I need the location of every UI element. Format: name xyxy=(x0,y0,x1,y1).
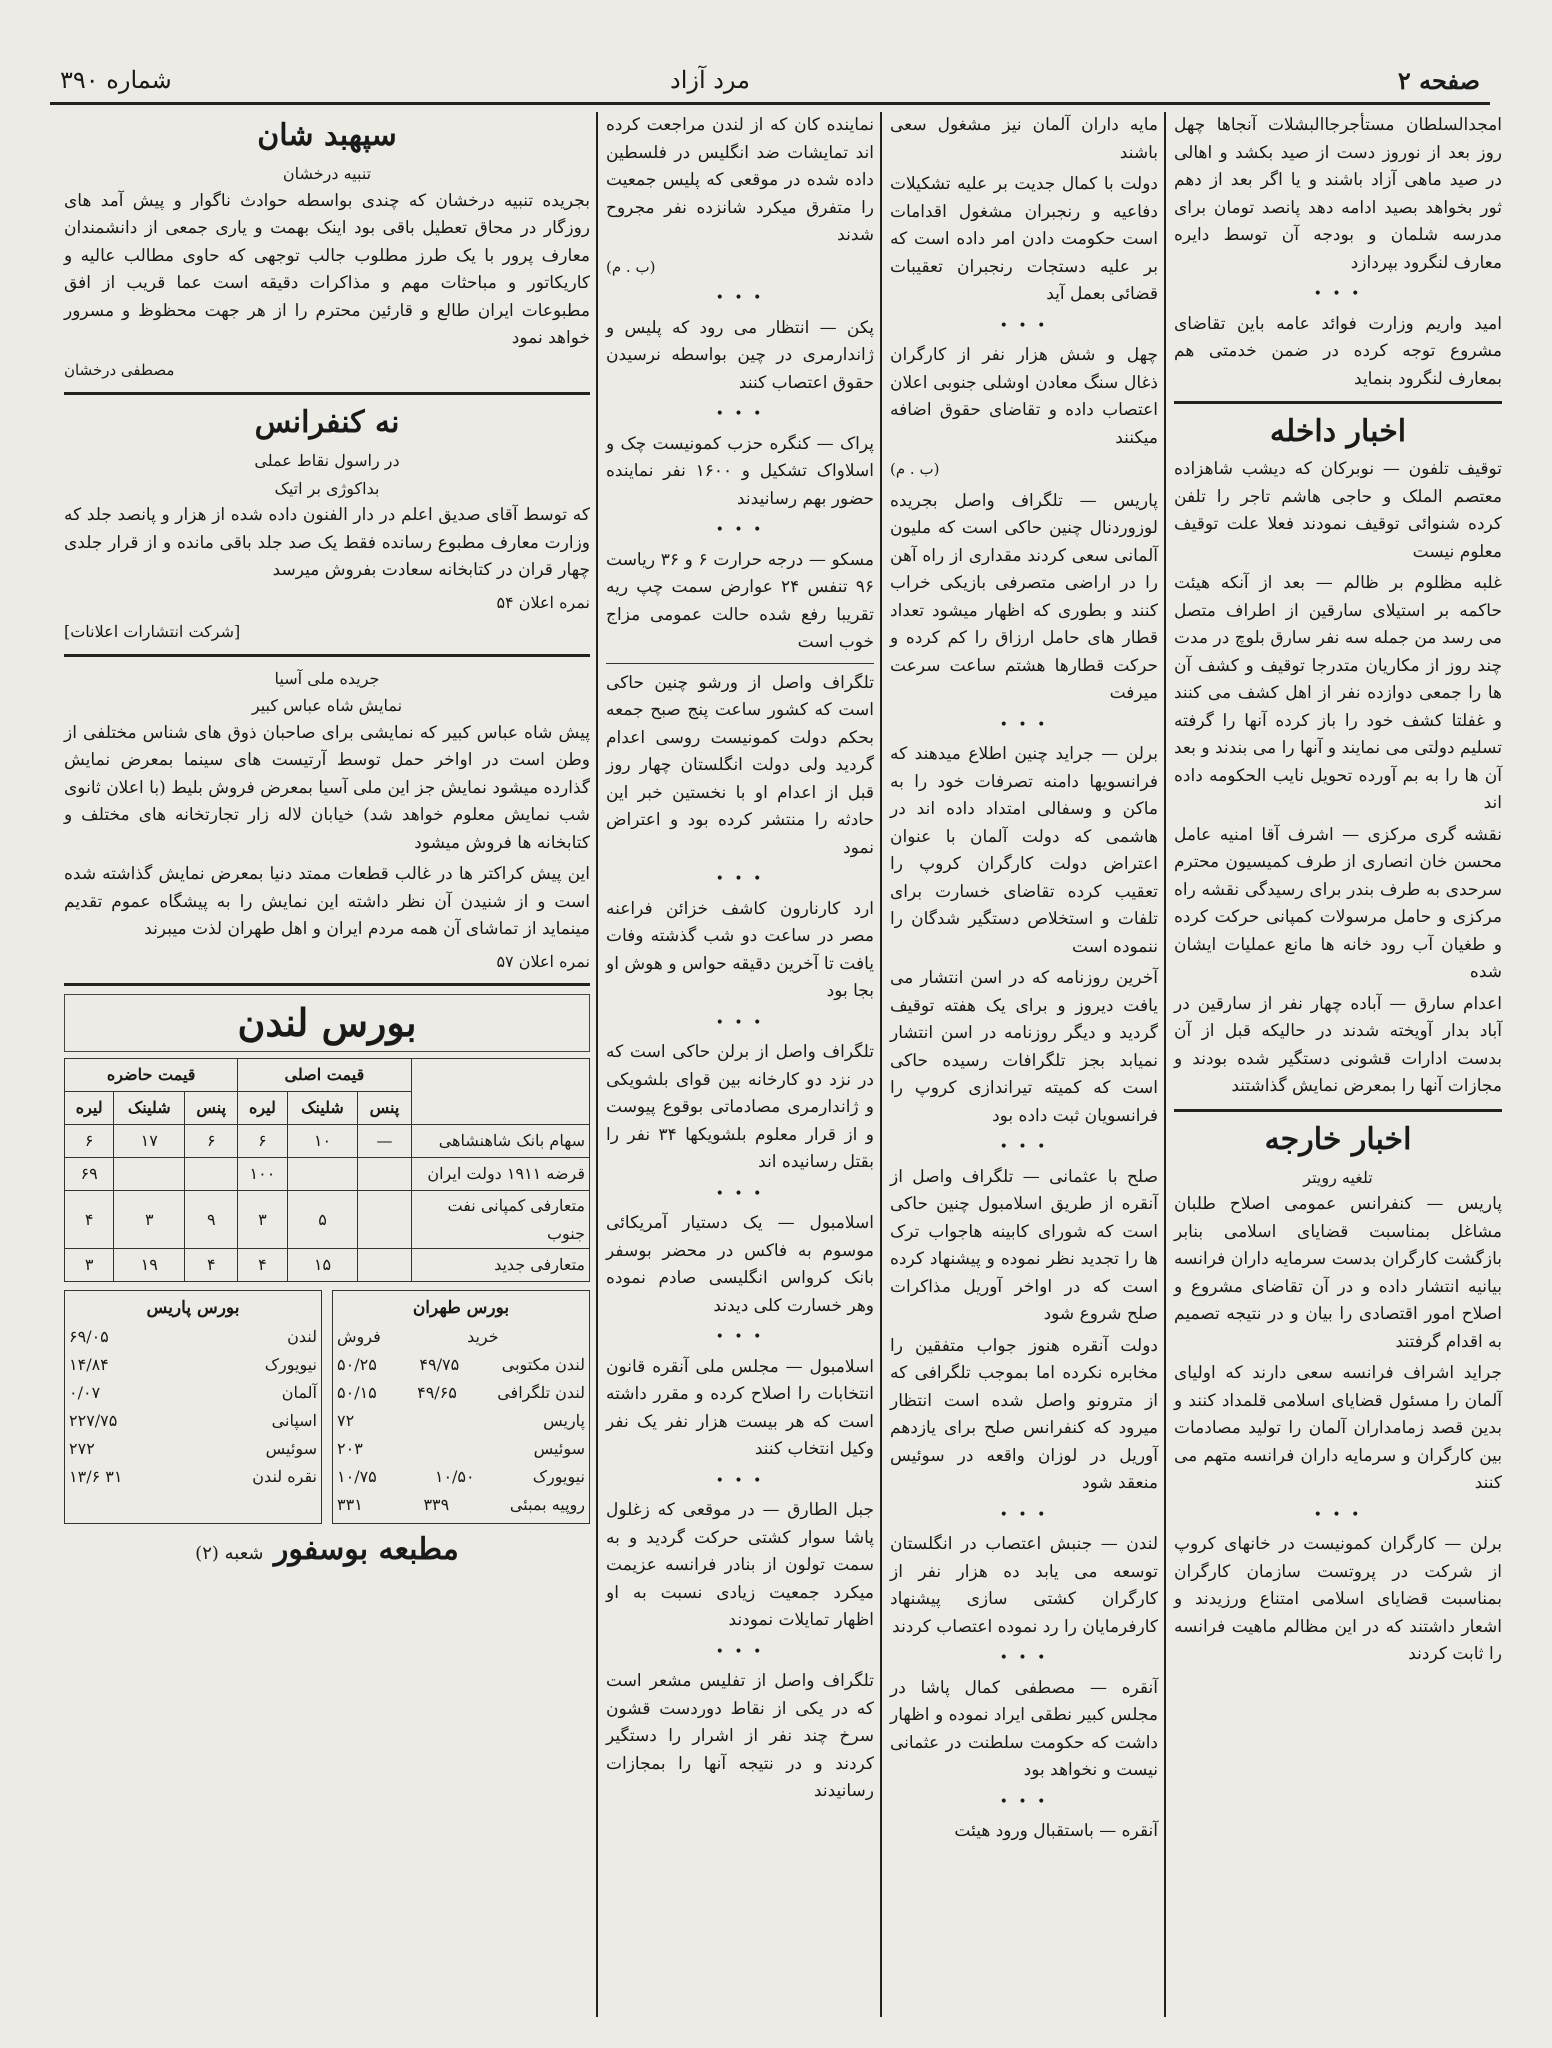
list-item: آلمان ۰/۰۷ xyxy=(69,1382,317,1402)
tehran-bourse-header: خرید فروش xyxy=(337,1326,499,1346)
printer-branch: شعبه (۲) xyxy=(195,1542,264,1564)
foreign-subtitle: تلغیه رویتر xyxy=(1303,1167,1373,1187)
ad-number: نمره اعلان ۵۴ xyxy=(496,592,590,612)
printer-name: مطبعه بوسفور xyxy=(273,1531,459,1567)
news-item: دولت آنقره هنوز جواب متفقین را مخابره نکرده اما بموجب تلگرافی که از مترونو واصل شده است انتظار میرود که کنفرانس صلح برای یازدهم آوریل در لوزان واقعه در سوئیس منعقد شود xyxy=(890,1335,1158,1493)
tehran-bourse-title: بورس طهران xyxy=(412,1298,510,1318)
masthead xyxy=(50,62,1490,105)
list-item: روپیه بمبئی ۳۳۹ ۳۳۱ xyxy=(337,1494,585,1514)
bourse-header-original: قیمت اصلی xyxy=(238,1059,411,1092)
news-item: چهل و شش هزار نفر از کارگران ذغال سنگ معادن اوشلی جنوبی اعلان اعتصاب داده و تقاضای حقوق اضافه میکنند xyxy=(890,345,1158,448)
separator-dots: • • • xyxy=(715,871,765,887)
cinema-text: این پیش کراکتر ها در غالب قطعات ممتد دنیا بمعرض نمایش گذاشته شده است و از شنیدن آن نظر داشته این نمایش را به پیشگاه عموم تقدیم مینماید از تماشای آن همه مردم ایران و اهل طهران لذت میبرند xyxy=(64,864,590,939)
news-item: تلگراف واصل از برلن حاکی است که در نزد دو کارخانه بین قوای بلشویکی و ژاندارمری مصادماتی بوقوع پیوست و از قرار معلوم بلشویکها ۳۴ نفر را بقتل رسانیده اند xyxy=(606,1042,874,1172)
column-domestic-news xyxy=(1168,112,1508,2017)
table-row: سهام بانک شاهنشاهی — ۱۰ ۶ ۶ ۱۷ ۶ xyxy=(65,1125,590,1158)
column-news-3 xyxy=(600,112,880,2017)
page-number: صفحه ۲ xyxy=(1397,66,1480,95)
separator-dots: • • • xyxy=(715,406,765,422)
separator-dots: • • • xyxy=(999,1506,1049,1523)
conference-text: که توسط آقای صدیق اعلم در دار الفنون داده شده از هزار و پانصد جلد که وزارت معارف مطبوع رسانده فقط یک صد جلد باقی مانده و از قرار جلدی چهار قران در کتابخانه سعادت بفروش میرسد xyxy=(64,505,590,580)
section-divider xyxy=(1174,1109,1502,1112)
announcement-text: بجریده تنبیه درخشان که چندی بواسطه حوادث ناگوار و پیش آمد های روزگار در محاق تعطیل باقی بود اینک بهمت و یاری جمعی از دانشمندان معارف پرور با یک طرز مطلوب جالب توجهی که حاوی مطالب عالیه و کاریکاتور و مباحثات مهم و مذاکرات دقیقه است عما قریب از افق مطبوعات ایران طالع و قارئین محترم را از هر جهت محظوظ و مسرور خواهد نمود xyxy=(64,190,590,348)
separator-dots: • • • xyxy=(1313,286,1363,302)
news-item: آنقره — باستقبال ورود هیئت xyxy=(954,1821,1158,1841)
cinema-text: پیش شاه عباس کبیر که نمایشی برای صاحبان ذوق های شناس مختلفی از وطن است در اواخر حمل توسط آرتیست های سینما بمعرض نمایش گذارده میشود نمایش جز این ملی آسیا بمعرض فروش بلیط (با اعلان ثانوی شب نمایش معلوم خواهد شد) خیابان لاله زار تجارتخانه های مختلف و کتابخانه ها فروش میشود xyxy=(64,722,590,853)
news-item: توقیف تلفون — نوبرکان که دیشب شاهزاده معتصم الملک و حاجی هاشم تاجر را تلفن کرده شنوائی توقیف نمودند فعلا علت توقیف معلوم نیست xyxy=(1174,459,1502,562)
cinema-subtitle: نمایش شاه عباس کبیر xyxy=(251,696,403,715)
bourse-title: بورس لندن xyxy=(64,994,590,1052)
separator-dots: • • • xyxy=(999,1139,1049,1155)
news-item: مسکو — درجه حرارت ۶ و ۳۶ ریاست ۹۶ تنفس ۲۴ عوارض سمت چپ ریه تقریبا رفع شده حالت عمومی مزاج خوب است xyxy=(606,549,874,652)
conference-subtitle: در راسول نقاط عملی xyxy=(254,451,400,470)
separator-dots: • • • xyxy=(999,317,1049,334)
news-item: پاریس — تلگراف واصل بجریده لوزوردنال چنین حاکی است که ملیون آلمانی سعی کردند مقداری از راه آهن را در اراضی متصرفی بازیکی خراب کنند و بطوری که اظهار میشود تعداد قطار های حامل ارزاق را کم کرده و حرکت قطارها هشتم ساعت سرعت میرفت xyxy=(890,490,1158,703)
separator-dots: • • • xyxy=(715,1472,765,1489)
paper-name: مرد آزاد xyxy=(670,66,751,94)
news-item: غلبه مظلوم بر ظالم — بعد از آنکه هیئت حاکمه بر استیلای سارقین از اطراف متصل می رسد من جمله سه نفر سارق بلوچ در مدت چند روز از مکاریان متدرجا توقیف و کشف آن ها را جمعی دوازده نفر از اهل کشف می کنند و غفلتا کشف خود را باز کرده آنها را گرفته تسلیم دولتی می نمایند و آنها را می بندند و بعد آن ها را به بم آورده تحویل نایب الحکومه داده اند xyxy=(1174,573,1502,813)
news-item: برلن — کارگران کمونیست در خانهای کروپ از شرکت در پروتست سازمان کارگران بمناسبت قضایای اسلامی امتناع ورزیدند و اشعار داشتند که در این مظالم ماهیت فرانسه را ثابت کردند xyxy=(1174,1534,1502,1664)
separator-dots: • • • xyxy=(999,1793,1049,1810)
bourse-col-header: پنس xyxy=(358,1092,411,1125)
news-item: اسلامبول — مجلس ملی آنقره قانون انتخابات را اصلاح کرده و مقرر داشته است که هر بیست هزار نفر یک نفر وکیل انتخاب کنند xyxy=(606,1356,874,1459)
news-item: لندن — جنبش اعتصاب در انگلستان توسعه می یابد ده هزار نفر از کارگران کشتی سازی پیشنهاد کارفرمایان را رد نموده اعتصاب کردند xyxy=(890,1534,1158,1637)
separator-dots: • • • xyxy=(1313,1506,1363,1523)
tehran-bourse xyxy=(332,1290,590,1524)
announcement-title: سپهبد شان xyxy=(257,118,397,153)
news-item: مایه داران آلمان نیز مشغول سعی باشند xyxy=(890,115,1158,163)
list-item: نیویورک ۱۴/۸۴ xyxy=(69,1354,317,1374)
bourse-col-header: پنس xyxy=(185,1092,238,1125)
cinema-header: جریده ملی آسیا xyxy=(274,668,380,688)
ad-company: [شرکت انتشارات اعلانات] xyxy=(64,622,241,641)
separator-dots: • • • xyxy=(715,1329,765,1345)
list-item: نیویورک ۱۰/۵۰ ۱۰/۷۵ xyxy=(337,1466,585,1486)
london-bourse-table xyxy=(64,1058,590,1282)
news-item: تلگراف واصل از تفلیس مشعر است که در یکی از نقاط دوردست قشون سرخ چند نفر از اشرار را دستگیر کردند و در نتیجه آنها را بمجازات رسانیدند xyxy=(606,1671,874,1801)
table-row: قرضه ۱۹۱۱ دولت ایران ۱۰۰ ۶۹ xyxy=(65,1158,590,1191)
conference-subtitle-2: بداکوژی بر اتیک xyxy=(274,478,380,498)
section-divider xyxy=(64,392,590,395)
bourse-header-current: قیمت حاضره xyxy=(65,1059,238,1092)
news-item: جبل الطارق — در موقعی که زغلول پاشا سوار کشتی حرکت گردید و به سمت تولون از بنادر فرانسه عزیمت میکرد جمعیت زیادی نسبت به او اظهار تمایلات نمودند xyxy=(606,1500,874,1630)
ad-number: نمره اعلان ۵۷ xyxy=(496,951,590,971)
table-row: متعارفی جدید ۱۵ ۴ ۴ ۱۹ ۳ xyxy=(65,1249,590,1282)
separator-dots: • • • xyxy=(715,290,765,306)
news-item: تلگراف واصل از ورشو چنین حاکی است که کشور ساعت پنج صبح جمعه بحکم دولت کمونیست روسی اعدام گردید ولی دولت انگلستان چهار روز قبل از اعدام او با نخستین خبر این حادثه را منتشر کرده بود و اعتراض نمود xyxy=(606,672,874,858)
bourse-col-header: شلینک xyxy=(114,1092,185,1125)
separator-dots: • • • xyxy=(715,1014,765,1031)
column-rule xyxy=(596,112,598,2017)
separator-dots: • • • xyxy=(715,1185,765,1202)
paris-bourse-title: بورس پاریس xyxy=(146,1298,240,1318)
byline: (ب . م) xyxy=(890,460,940,478)
bourse-col-name xyxy=(411,1059,590,1125)
section-title-domestic: اخبار داخله xyxy=(1269,414,1407,449)
list-item: پاریس ۷۲ xyxy=(337,1410,585,1430)
conference-title: نه کنفرانس xyxy=(254,405,400,440)
separator-dots: • • • xyxy=(999,1650,1049,1666)
news-item: صلح با عثمانی — تلگراف واصل از آنقره از طریق اسلامبول چنین حاکی است که شورای کابینه هاجواب ترک ها را تجدید نظر نموده و پیشنهاد کرده است که در اواخر آوریل مذاکرات صلح شروع شود xyxy=(890,1166,1158,1324)
section-divider xyxy=(64,983,590,986)
separator-dots: • • • xyxy=(715,522,765,538)
separator-dots: • • • xyxy=(715,1643,765,1660)
divider xyxy=(606,663,874,664)
news-item: نقشه گری مرکزی — اشرف آقا امنیه عامل محسن خان انصاری از طرف کمیسیون محترم سرحدی به طرف بندر برای رسیدگی نقشه راه مرکزی و حامل مرسولات کمپانی حرکت کرده و طغیان آب رود خانه ها مانع عملیات ایشان شده xyxy=(1174,824,1502,982)
news-item: آنقره — مصطفی کمال پاشا در مجلس کبیر نطقی ایراد نموده و اظهار داشت که حکومت سلطنت در عثمانی نیست و نخواهد بود xyxy=(890,1677,1158,1780)
list-item: اسپانی ۲۲۷/۷۵ xyxy=(69,1410,317,1430)
separator-dots: • • • xyxy=(999,716,1049,733)
byline: (ب . م) xyxy=(606,257,656,276)
issue-number: شماره ۳۹۰ xyxy=(60,66,172,94)
section-divider xyxy=(1174,401,1502,404)
exchange-blocks xyxy=(64,1290,590,1524)
bourse-col-header: لیره xyxy=(238,1092,287,1125)
section-divider xyxy=(64,654,590,657)
news-item: اعدام سارق — آباده چهار نفر از سارقین در آباد بدار آویخته شدند در حالیکه قبل از آن بدست ادارات قشونی دستگیر شده بودند و مجازات آنها را بمعرض نمایش گذاشتند xyxy=(1174,993,1502,1096)
column-announcements xyxy=(58,112,596,2017)
news-item: ارد کارنارون کاشف خزائن فراعنه مصر در ساعت دو شب گذشته وفات یافت تا آخرین دقیقه حواس و هوش او بجا بود xyxy=(606,898,874,1001)
news-item: دولت با کمال جدیت بر علیه تشکیلات دفاعیه و رنجبران مشغول اقدامات است حکومت دادن امر داده است که بر علیه دستجات رنجبران تعقیبات قضائی بعمل آید xyxy=(890,174,1158,304)
news-item: پاریس — کنفرانس عمومی اصلاح طلبان مشاغل بمناسبت قضایای اسلامی بنابر بازگشت کارگران بدست سرمایه داران فرانسه بیانیه انتشار داده و در آن تقاضای مشروع و اصلاح امور اقتصادی را بیان و در نتیجه تصمیم به اقدام گرفتند xyxy=(1174,1194,1502,1352)
news-item: پکن — انتظار می رود که پلیس و ژاندارمری در چین بواسطه نرسیدن حقوق اعتصاب کنند xyxy=(606,317,874,393)
paris-bourse xyxy=(64,1290,322,1524)
bourse-col-header: لیره xyxy=(65,1092,114,1125)
news-item: پراک — کنگره حزب کمونیست چک و اسلاواک تشکیل و ۱۶۰۰ نفر نماینده حضور بهم رسانیدند xyxy=(606,433,874,509)
bourse-col-header: شلینک xyxy=(287,1092,358,1125)
announcement-subtitle: تنبیه درخشان xyxy=(282,164,372,183)
list-item: نقره لندن ۳۱ ۱۳/۶ xyxy=(69,1466,317,1486)
article-paragraph: امید واریم وزارت فوائد عامه باین تقاضای مشروع توجه کرده در ضمن خدمتی هم بمعارف لنگرود بنماید xyxy=(1174,313,1502,389)
printer-credit xyxy=(64,1531,590,1568)
list-item: لندن مکتوبی ۴۹/۷۵ ۵۰/۲۵ xyxy=(337,1354,585,1374)
announcement-signature: مصطفی درخشان xyxy=(64,360,175,379)
column-rule xyxy=(1164,112,1166,2017)
table-row: متعارفی کمپانی نفت جنوب ۵ ۳ ۹ ۳ ۴ xyxy=(65,1191,590,1249)
news-item: جراید اشراف فرانسه سعی دارند که اولیای آلمان را مسئول قضایای اسلامی قلمداد کنند و بدین قصد زمامداران آلمان را تولید مصادمات بین کارگران و سرمایه داران فرانسه متهم می کنند xyxy=(1174,1363,1502,1493)
column-rule xyxy=(880,112,882,2017)
column-news-2 xyxy=(884,112,1164,2017)
list-item: لندن ۶۹/۰۵ xyxy=(69,1326,317,1346)
list-item: لندن تلگرافی ۴۹/۶۵ ۵۰/۱۵ xyxy=(337,1382,585,1402)
news-item: اسلامبول — یک دستیار آمریکائی موسوم به فاکس در محضر بوسفر بانک کرواس انگلیسی صادم نموده وهر خسارت کلی دیدند xyxy=(606,1213,874,1316)
section-title-foreign: اخبار خارجه xyxy=(1264,1121,1412,1157)
news-item: نماینده کان که از لندن مراجعت کرده اند تمایشات ضد انگلیس در فلسطین داده شده در موقعی که پلیس جمعیت را متفرق میکرد شانزده نفر مجروح شدند xyxy=(606,115,874,245)
article-paragraph: امجدالسلطان مستأجرجاالبشلات آنجاها چهل روز بعد از نوروز دست از صید بکشد و اهالی در صید ماهی آزاد باشند و یا اگر بعد از دهم ثور بخواهد بصید ادامه دهد پانصد تومان برای مدرسه شلمان و بودجه آن توسط دایره معارف لنگرود بپردازد xyxy=(1174,115,1502,273)
news-item: برلن — جراید چنین اطلاع میدهند که فرانسویها دامنه تصرفات خود را به ماکن و وسفالی امتداد داده اند در هاشمی که دولت آلمان با عنوان اعتراض دولت کارگران کروپ را تعقیب کرده تقاضای خسارت برای تلفات و استخلاص دستگیر شدگان را ننموده است xyxy=(890,744,1158,957)
news-item: آخرین روزنامه که در اسن انتشار می یافت دیروز و برای یک هفته توقیف گردید و دیگر روزنامه در اسن انتشار نمیابد بجز تلگرافات رسیده حاکی است که کمیته تیراندازی کروپ را فرانسویان ثبت داده بود xyxy=(890,968,1158,1126)
list-item: سوئیس ۲۷۲ xyxy=(69,1438,317,1458)
list-item: سوئیس ۲۰۳ xyxy=(337,1438,585,1458)
